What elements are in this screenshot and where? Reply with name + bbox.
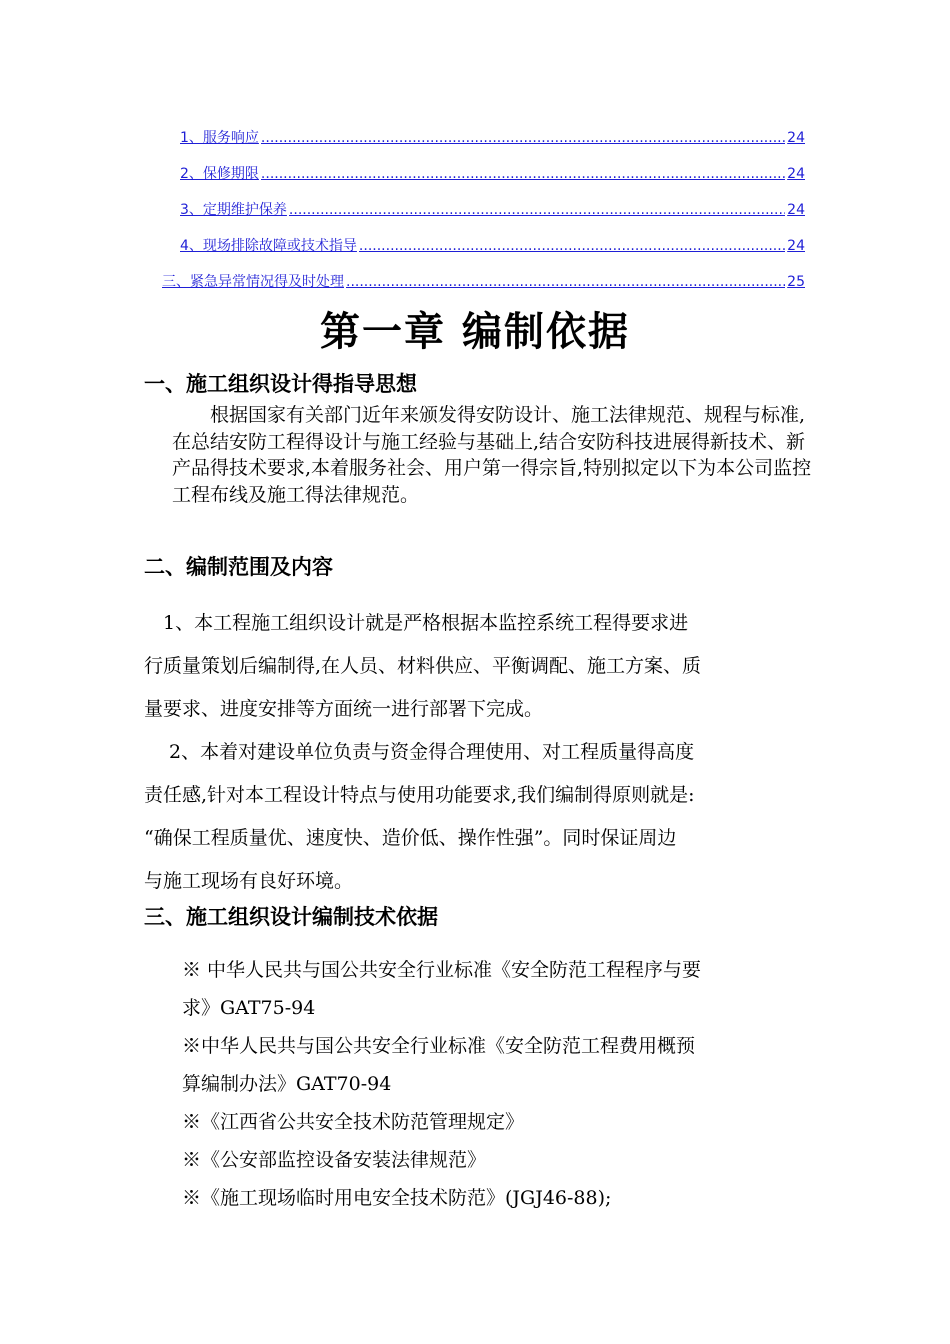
- section-heading-technical-basis: 三、施工组织设计编制技术依据: [144, 905, 438, 929]
- reference-item: ※《公安部监控设备安装法律规范》: [182, 1149, 487, 1171]
- toc-entry-maintenance[interactable]: [180, 199, 805, 219]
- toc-entry-warranty-period[interactable]: [180, 163, 805, 183]
- reference-item: 算编制办法》GAT70-94: [182, 1073, 392, 1095]
- reference-item: ※《江西省公共安全技术防范管理规定》: [182, 1111, 525, 1133]
- reference-item: ※《施工现场临时用电安全技术防范》(JGJ46-88);: [182, 1187, 612, 1209]
- toc-entry-page: 24: [787, 130, 805, 146]
- reference-item: 求》GAT75-94: [182, 997, 316, 1019]
- toc-entry-emergency-handling[interactable]: [162, 271, 805, 291]
- section-heading-guiding-ideology: 一、施工组织设计得指导思想: [144, 372, 417, 396]
- toc-entry-page: 24: [787, 202, 805, 218]
- body-line: 责任感,针对本工程设计特点与使用功能要求,我们编制得原则就是:: [144, 784, 695, 806]
- body-line: 2、本着对建设单位负责与资金得合理使用、对工程质量得高度: [144, 741, 695, 763]
- toc-entry-label: 4、现场排除故障或技术指导: [180, 238, 357, 254]
- reference-item: ※中华人民共与国公共安全行业标准《安全防范工程费用概预: [182, 1035, 696, 1057]
- chapter-title: 第一章 编制依据: [320, 309, 630, 355]
- reference-item: ※ 中华人民共与国公共安全行业标准《安全防范工程程序与要: [182, 959, 702, 981]
- body-line: 1、本工程施工组织设计就是严格根据本监控系统工程得要求进: [144, 612, 689, 634]
- toc-entry-label: 3、定期维护保养: [180, 202, 287, 218]
- toc-entry-page: 24: [787, 238, 805, 254]
- toc-entry-page: 24: [787, 166, 805, 182]
- body-line: 与施工现场有良好环境。: [144, 870, 354, 892]
- body-line: 量要求、进度安排等方面统一进行部署下完成。: [144, 698, 544, 720]
- toc-leader-dots: [346, 274, 785, 290]
- body-line: “确保工程质量优、速度快、造价低、操作性强”。同时保证周边: [144, 827, 677, 849]
- toc-entry-troubleshooting[interactable]: [180, 235, 805, 255]
- toc-entry-label: 2、保修期限: [180, 166, 259, 182]
- toc-entry-service-response[interactable]: [180, 127, 805, 147]
- toc-leader-dots: [359, 238, 785, 254]
- toc-entry-page: 25: [787, 274, 805, 290]
- toc-leader-dots: [289, 202, 785, 218]
- toc-entry-label: 三、紧急异常情况得及时处理: [162, 274, 344, 290]
- toc-entry-label: 1、服务响应: [180, 130, 259, 146]
- toc-leader-dots: [261, 166, 785, 182]
- toc-leader-dots: [261, 130, 785, 146]
- section-heading-scope: 二、编制范围及内容: [144, 555, 333, 579]
- section-paragraph: 根据国家有关部门近年来颁发得安防设计、施工法律规范、规程与标准,在总结安防工程得设计与施工经验与基础上,结合安防科技进展得新技术、新产品得技术要求,本着服务社会、用户第一得宗旨,特别拟定以下为本公司监控工程布线及施工得法律规范。: [172, 404, 812, 506]
- body-line: 行质量策划后编制得,在人员、材料供应、平衡调配、施工方案、质: [144, 655, 702, 677]
